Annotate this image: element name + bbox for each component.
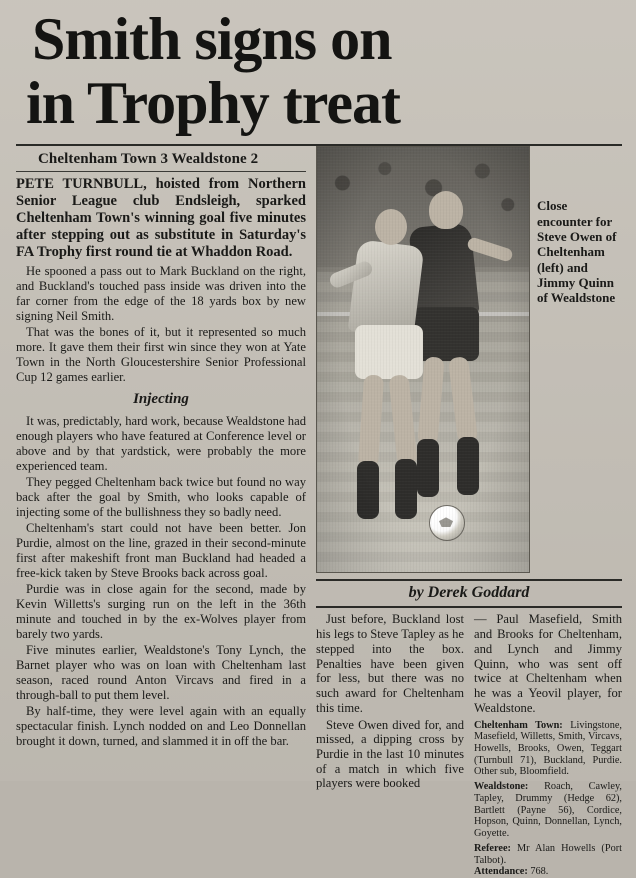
referee-line (474, 843, 622, 866)
paragraph: Purdie was in close again for the second, made by Kevin Willetts's surging run on the left in the 36th minute and touched in by the ex-Wolves player from barely two yards. (16, 582, 306, 641)
bottom-columns (316, 612, 622, 878)
headline-line-2: in Trophy treat (26, 70, 400, 137)
attendance-label: Attendance: (474, 866, 528, 878)
byline: by Derek Goddard (408, 584, 530, 602)
home-lineup (474, 720, 622, 779)
photo-block (316, 146, 622, 573)
paragraph: Five minutes earlier, Wealdstone's Tony Lynch, the Barnet player who was on loan with Cheltenham last season, raced round Anton Vircavs and fired in a through-ball to put them level. (16, 643, 306, 702)
paragraph: By half-time, they were level again with an equally spectacular finish. Lynch nodded on and Leo Donnellan brought it down, turned, and slammed it in off the bar. (16, 704, 306, 748)
team-lineups (474, 720, 622, 878)
byline-bar (316, 579, 622, 608)
paragraph: Steve Owen dived for, and missed, a dipping cross by Purdie in the last 10 minutes of a match in which five players were booked (316, 717, 464, 791)
standfirst: PETE TURNBULL, hoisted from Northern Senior League club Endsleigh, sparked Cheltenham Town's winning goal five minutes after stepping out as substitute in Saturday's FA Trophy first round tie at Whaddon Road. (16, 176, 306, 260)
bottom-column-left (316, 612, 464, 878)
paragraph: That was the bones of it, but it represented so much more. It gave them their first win since they won at Yate Town in the North Gloucestershire Senior Professional Cup 12 games earlier. (16, 325, 306, 384)
attendance-line (474, 866, 622, 878)
photo-vignette (317, 147, 529, 572)
scoreline-rule (16, 171, 306, 172)
match-photo (316, 146, 530, 573)
home-lineup-label: Cheltenham Town: (474, 719, 563, 731)
paragraph: He spooned a pass out to Mark Buckland on the right, and Buckland's touched pass inside was driven into the far corner from the edge of the 18 yards box by new signing Neil Smith. (16, 264, 306, 323)
paragraph: It was, predictably, hard work, because Wealdstone had enough players who have featured at Conference level or above and by that yardstick, were probably the more experienced team. (16, 414, 306, 473)
paragraph: Just before, Buckland lost his legs to Steve Tapley as he stepped into the box. Penalties have been given for less, but there was no such award for Cheltenham this time. (316, 612, 464, 715)
bottom-column-right (474, 612, 622, 878)
paragraph: They pegged Cheltenham back twice but found no way back after the goal by Smith, who looks capable of injecting some of the bullishness they so badly need. (16, 475, 306, 519)
attendance-value: 768. (530, 866, 549, 878)
referee-label: Referee: (474, 842, 511, 854)
away-lineup-players: Roach, Cawley, Tapley, Drummy (Hedge 62), Bartlett (Payne 56), Cordice, Hopson, Quinn, Donnellan, Lynch, Goyette. (474, 781, 622, 840)
home-lineup-players: Livingstone, Masefield, Willetts, Smith, Vircavs, Howells, Brooks, Owen, Teggart (Turnbull 71), Buckland, Purdie. Other sub, Bloomfield. (474, 719, 622, 778)
crosshead: Injecting (133, 391, 189, 408)
referee-name: Mr Alan Howells (Port Talbot). (474, 842, 623, 866)
scoreline: Cheltenham Town 3 Wealdstone 2 (38, 151, 259, 168)
article-body (16, 146, 622, 878)
right-column (316, 146, 622, 878)
paragraph: Cheltenham's start could not have been better. Jon Purdie, almost on the line, grazed in their second-minute first after makeshift front man Buckland had headed a free-kick taken by Steve Brooks back across goal. (16, 521, 306, 580)
left-column (16, 146, 306, 878)
headline-line-1: Smith signs on (32, 6, 392, 72)
paragraph: — Paul Masefield, Smith and Brooks for Cheltenham, and Lynch and Jimmy Quinn, who was sent off twice at Cheltenham when he was a Yeovil player, for Wealdstone. (474, 612, 622, 715)
away-lineup-label: Wealdstone: (474, 781, 529, 793)
photo-caption: Close encounter for Steve Owen of Cheltenham (left) and Jimmy Quinn of Wealdstone (537, 198, 617, 306)
away-lineup (474, 781, 622, 840)
headline (0, 0, 636, 137)
